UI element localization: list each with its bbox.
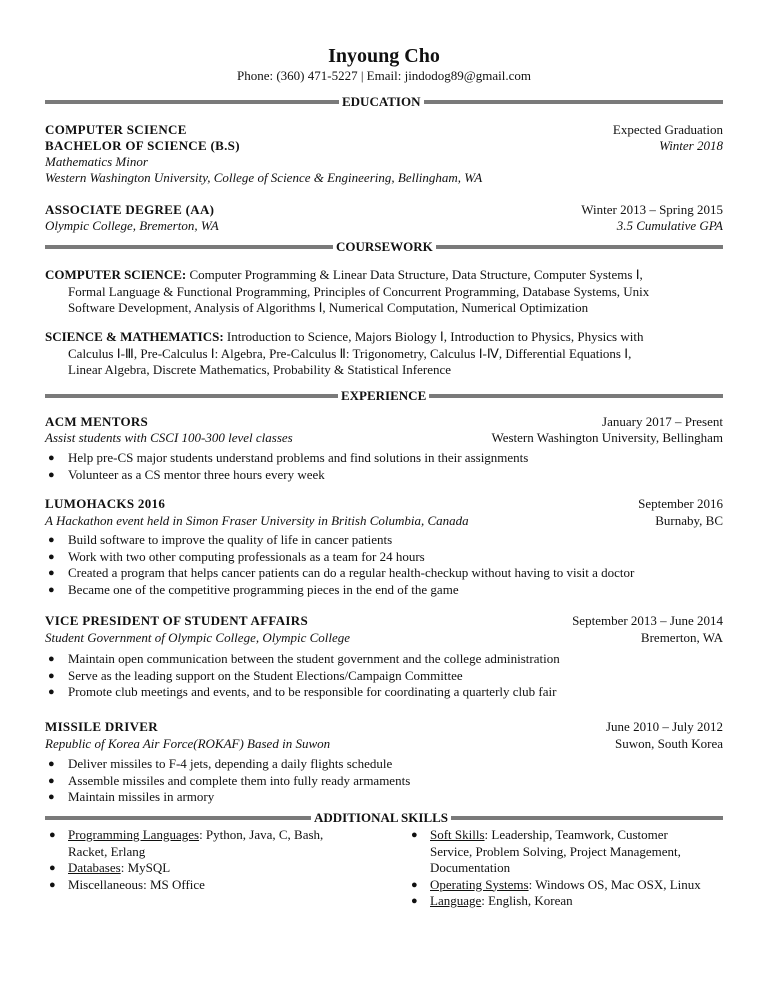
job-title: VICE PRESIDENT OF STUDENT AFFAIRS [45,613,308,628]
coursework-text: Software Development, Analysis of Algorithms Ⅰ, Numerical Computation, Numerical Optimization [68,300,589,315]
job-location: Bremerton, WA [640,630,723,645]
list-item: ● Assemble missiles and complete them into fully ready armaments [48,772,411,788]
list-item: ● Created a program that helps cancer patients can do a regular health-checkup without having to visit a doctor [48,565,635,580]
coursework-math [45,329,715,379]
experience-subheader [45,736,723,752]
coursework-label: SCIENCE & MATHEMATICS: [45,329,224,344]
candidate-name: Inyoung Cho [328,45,440,67]
list-item: ● Promote club meetings and events, and to be responsible for coordinating a quarterly club fair [48,684,557,699]
experience-header [45,613,723,629]
education-bs-row-4 [45,170,723,186]
job-location: Western Washington University, Bellingham [491,430,723,445]
section-title: EXPERIENCE [338,388,429,404]
list-item: ● Soft Skills: Leadership, Teamwork, Customer Service, Problem Solving, Project Management, Documentation [411,827,681,875]
experience-bullets [45,756,723,806]
job-date: January 2017 – Present [602,414,723,429]
list-item: ● Help pre-CS major students understand problems and find solutions in their assignments [48,450,529,465]
section-additional-skills [45,811,723,825]
experience-header [45,719,723,735]
job-location: Burnaby, BC [655,513,723,528]
gpa: 3.5 Cumulative GPA [616,218,723,233]
experience-subheader [45,430,723,446]
contact-line: Phone: (360) 471-5227 | Email: jindodog89@gmail.com [236,68,532,83]
coursework-cs [45,267,715,317]
coursework-text: Formal Language & Functional Programming, Principles of Concurrent Programming, Database Systems, Unix [68,283,650,299]
coursework-text: Linear Algebra, Discrete Mathematics, Probability & Statistical Inference [68,362,452,377]
experience-bullets [45,651,723,701]
list-item: ● Maintain open communication between the student government and the college administration [48,651,560,666]
school: Olympic College, Bremerton, WA [45,218,219,233]
experience-header [45,414,723,430]
list-item: ● Work with two other computing professionals as a team for 24 hours [48,548,425,564]
education-bs-row-3 [45,154,723,170]
education-bs-row-2 [45,138,723,154]
experience-header [45,496,723,512]
school: Western Washington University, College of Science & Engineering, Bellingham, WA [45,170,483,185]
section-coursework [45,240,723,254]
skills-right-column [407,827,707,910]
major: COMPUTER SCIENCE [45,122,187,137]
experience-bullets [45,532,723,598]
list-item: ● Serve as the leading support on the Student Elections/Campaign Committee [48,667,463,683]
list-item: ● Build software to improve the quality of life in cancer patients [48,532,393,547]
education-aa-row-2 [45,218,723,234]
section-experience [45,389,723,403]
job-title: LUMOHACKS 2016 [45,496,166,511]
education-aa-row-1 [45,202,723,218]
degree: BACHELOR OF SCIENCE (B.S) [45,138,240,153]
skills-left-column [45,827,355,893]
job-subtitle: Student Government of Olympic College, Olympic College [45,630,351,645]
coursework-text: Computer Programming & Linear Data Structure, Data Structure, Computer Systems Ⅰ, [189,267,643,282]
graduation-status: Expected Graduation [612,122,723,137]
list-item: ● Databases: MySQL [49,860,171,875]
list-item: ● Volunteer as a CS mentor three hours every week [48,466,325,482]
job-location: Suwon, South Korea [615,736,723,751]
minor: Mathematics Minor [45,154,148,169]
job-subtitle: Assist students with CSCI 100-300 level classes [45,430,293,445]
section-title: EDUCATION [339,94,424,110]
job-date: June 2010 – July 2012 [606,719,723,734]
section-education [45,95,723,109]
list-item: ● Maintain missiles in armory [48,789,215,804]
job-title: ACM MENTORS [45,414,149,429]
experience-subheader [45,630,723,646]
job-subtitle: Republic of Korea Air Force(ROKAF) Based in Suwon [45,736,331,751]
job-subtitle: A Hackathon event held in Simon Fraser University in British Columbia, Canada [45,513,469,528]
coursework-label: COMPUTER SCIENCE: [45,267,187,282]
date-range: Winter 2013 – Spring 2015 [581,202,723,217]
section-title: ADDITIONAL SKILLS [311,810,451,826]
graduation-date: Winter 2018 [659,138,723,153]
section-title: COURSEWORK [333,239,436,255]
list-item: ● Language: English, Korean [411,893,573,908]
degree: ASSOCIATE DEGREE (AA) [45,202,215,217]
list-item: ● Miscellaneous: MS Office [49,876,205,892]
experience-subheader [45,513,723,529]
list-item: ● Became one of the competitive programming pieces in the end of the game [48,581,459,597]
list-item: ● Deliver missiles to F-4 jets, depending a daily flights schedule [48,756,393,771]
job-date: September 2013 – June 2014 [572,613,723,628]
list-item: ● Operating Systems: Windows OS, Mac OSX, Linux [411,876,701,892]
coursework-text: Calculus Ⅰ-Ⅲ, Pre-Calculus Ⅰ: Algebra, Pre-Calculus Ⅱ: Trigonometry, Calculus Ⅰ-Ⅳ, Differential Equations Ⅰ, [68,345,632,361]
list-item: ● Programming Languages: Python, Java, C, Bash, Racket, Erlang [49,827,324,859]
experience-bullets [45,450,723,483]
job-title: MISSILE DRIVER [45,719,158,734]
education-bs-row-1 [45,122,723,138]
coursework-text: Introduction to Science, Majors Biology Ⅰ, Introduction to Physics, Physics with [226,329,644,344]
job-date: September 2016 [638,496,723,511]
